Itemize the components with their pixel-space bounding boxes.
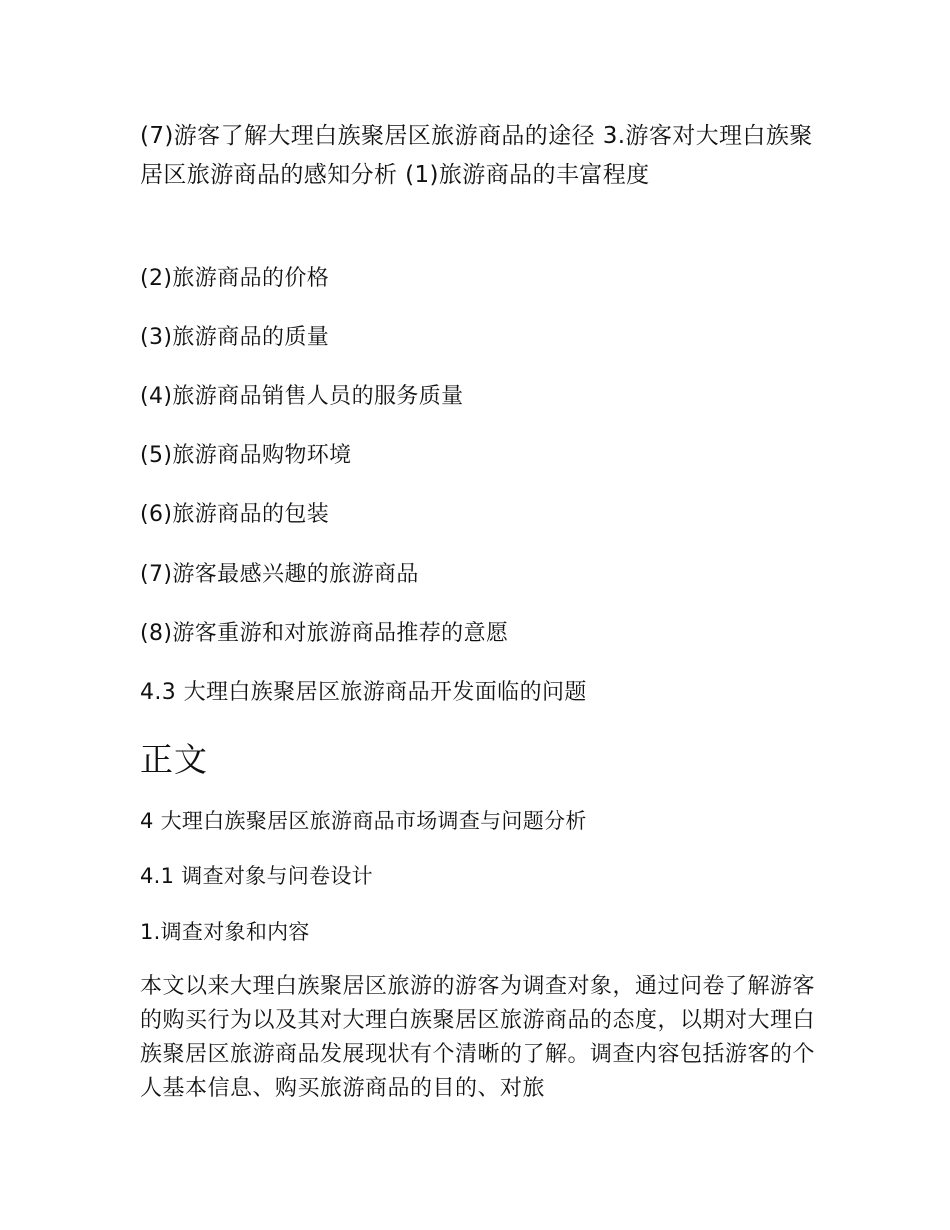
page-heading: 正文: [140, 740, 208, 779]
chapter-heading-4: 4 大理白族聚居区旅游商品市场调查与问题分析: [140, 809, 587, 833]
list-item-7: (7)游客最感兴趣的旅游商品: [140, 562, 419, 587]
list-item-7-path: (7)游客了解大理白族聚居区旅游商品的途径 3.游客对大理白族聚居区旅游商品的感知分析 (1)旅游商品的丰富程度: [140, 123, 813, 188]
list-item-5: (5)旅游商品购物环境: [140, 443, 352, 468]
list-item-3: (3)旅游商品的质量: [140, 325, 330, 350]
section-heading-4-3: 4.3 大理白族聚居区旅游商品开发面临的问题: [140, 680, 587, 705]
list-item-2: (2)旅游商品的价格: [140, 266, 330, 291]
list-item-8: (8)游客重游和对旅游商品推荐的意愿: [140, 621, 509, 646]
section-heading-4-1: 4.1 调查对象与问卷设计: [140, 864, 373, 888]
list-item-4: (4)旅游商品销售人员的服务质量: [140, 384, 464, 409]
subsection-heading-1: 1.调查对象和内容: [140, 920, 310, 944]
body-paragraph: 本文以来大理白族聚居区旅游的游客为调查对象，通过问卷了解游客的购买行为以及其对大理白族聚居区旅游商品的态度，以期对大理白族聚居区旅游商品发展现状有个清晰的了解。调查内容包括游客的个人基本信息、购买旅游商品的目的、对旅: [140, 974, 816, 1101]
list-item-6: (6)旅游商品的包装: [140, 502, 330, 527]
